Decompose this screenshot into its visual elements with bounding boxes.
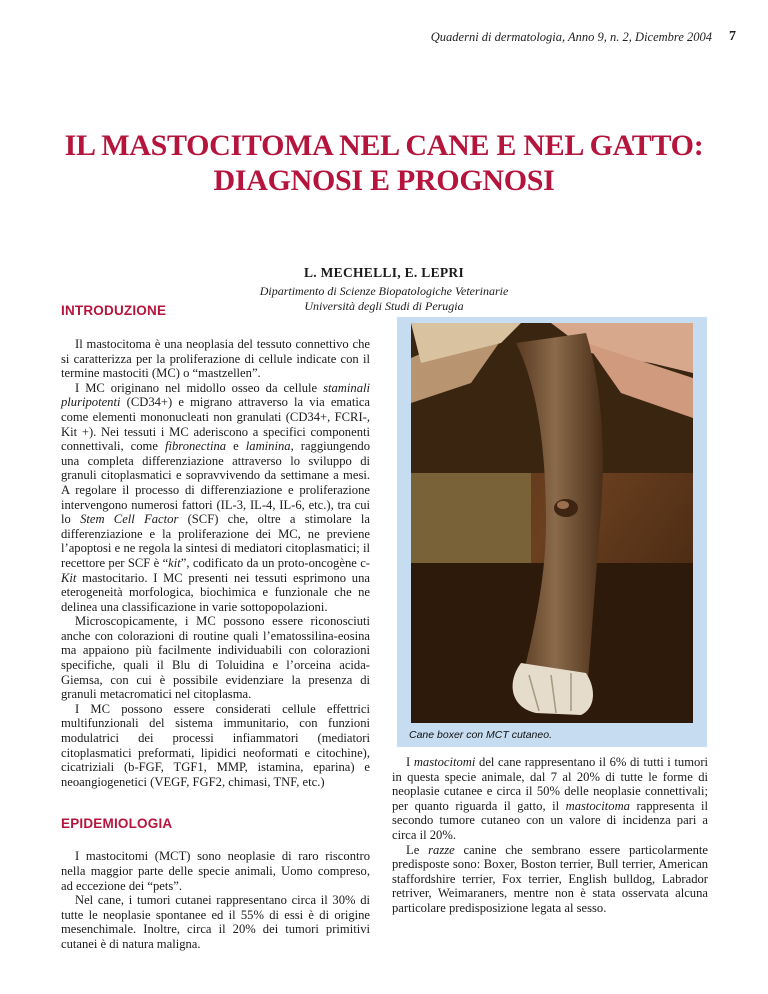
- intro-paragraph-3: Microscopicamente, i MC possono essere riconosciuti anche con colorazioni di routine quali l’ematossilina-eosina ma appaiono più facilmente individuabili con colorazioni specifiche, quali il Blu di Toluidina e l’orceina acida-Giemsa, con cui è possibile evidenziare la presenza di granuli metacromatici nel citoplasma.: [61, 614, 370, 702]
- left-column: [61, 303, 370, 952]
- title-line-2: DIAGNOSI E PROGNOSI: [213, 164, 555, 197]
- title-line-1: IL MASTOCITOMA NEL CANE E NEL GATTO:: [64, 129, 704, 162]
- dog-leg-photo: [411, 323, 693, 723]
- page-number: 7: [729, 29, 736, 44]
- dog-leg-illustration: [411, 323, 693, 723]
- right-paragraph-2: Le razze canine che sembrano essere particolarmente predisposte sono: Boxer, Boston terrier, Bull terrier, American staffordshire terrier, Fox terrier, English bulldog, Labrador retriver, Weimaraners, mentre non è stata osservata alcuna particolare predisposizione legata al sesso.: [392, 842, 708, 915]
- affiliation-university: Università degli Studi di Perugia: [304, 299, 464, 313]
- affiliation-department: Dipartimento di Scienze Biopatologiche Veterinarie: [259, 284, 509, 298]
- right-column: [392, 755, 708, 916]
- section-heading-introduzione: INTRODUZIONE: [61, 303, 167, 318]
- intro-paragraph-1: Il mastocitoma è una neoplasia del tessuto connettivo che si caratterizza per la proliferazione di cellule indicate con il termine mastociti (MC) o “mastzellen”.: [61, 337, 370, 381]
- epidemiology-paragraph-2: Nel cane, i tumori cutanei rappresentano circa il 30% di tutte le neoplasie spontanee ed il 55% di essi è di origine mesenchimale. Inoltre, circa il 20% dei tumori primitivi cutanei è di natura maligna.: [61, 893, 370, 951]
- section-heading-epidemiologia: EPIDEMIOLOGIA: [61, 816, 173, 832]
- right-paragraph-1: I mastocitomi del cane rappresentano il 6% di tutti i tumori in questa specie animale, dal 7 al 20% di tutte le forme di neoplasie cutanee e circa il 50% delle neoplasie connettivali; per quanto riguarda il gatto, il mastocitoma rappresenta il secondo tumore cutaneo con un valore di incidenza pari a circa il 20%.: [392, 755, 709, 842]
- figure-caption: Cane boxer con MCT cutaneo.: [409, 729, 552, 741]
- intro-paragraph-2: I MC originano nel midollo osseo da cellule staminali pluripotenti (CD34+) e migrano attraverso la via ematica come elementi mononucleati non granulati (CD34+, FCRI-, Kit +). Nei tessuti i MC aderiscono a specifici componenti connettivali, come fibronectina e laminina, raggiungendo una completa differenziazione attraverso lo sviluppo di granuli citoplasmatici e sopravvivendo da settimane a mesi. A regolare il processo di differenziazione e proliferazione intervengono numerosi fattori (IL-3, IL-4, IL-6, etc.), tra cui lo Stem Cell Factor (SCF) che, oltre a stimolare la differenziazione e la proliferazione dei MC, ne previene l’apoptosi e ne regola la sintesi di mediatori citoplasmatici; il recettore per SCF è “kit”, codificato da un proto-oncogène c-Kit mastocitario. I MC presenti nei tessuti esprimono una eterogeneità morfologica, biochimica e funzionale che ne delinea una classificazione in varie sottopopolazioni.: [61, 380, 371, 614]
- epidemiology-paragraph-1: I mastocitomi (MCT) sono neoplasie di raro riscontro nella maggior parte delle specie animali, Uomo compreso, ad eccezione dei “pets”.: [61, 849, 370, 893]
- figure: [397, 317, 707, 747]
- article-title: [60, 128, 708, 198]
- running-header: Quaderni di dermatologia, Anno 9, n. 2, Dicembre 2004: [430, 30, 712, 44]
- authors: L. MECHELLI, E. LEPRI: [303, 265, 465, 280]
- intro-paragraph-4: I MC possono essere considerati cellule effettrici multifunzionali del sistema immunitario, con funzioni modulatrici dei processi infiammatori (mediatori citoplasmatici preformati, lipidici neoformati e citochine), cicatriziali (b-FGF, TGF1, MMP, istamina, eparina) e neoangiogenetici (VEGF, FGF2, chimasi, TNF, etc.): [61, 701, 370, 789]
